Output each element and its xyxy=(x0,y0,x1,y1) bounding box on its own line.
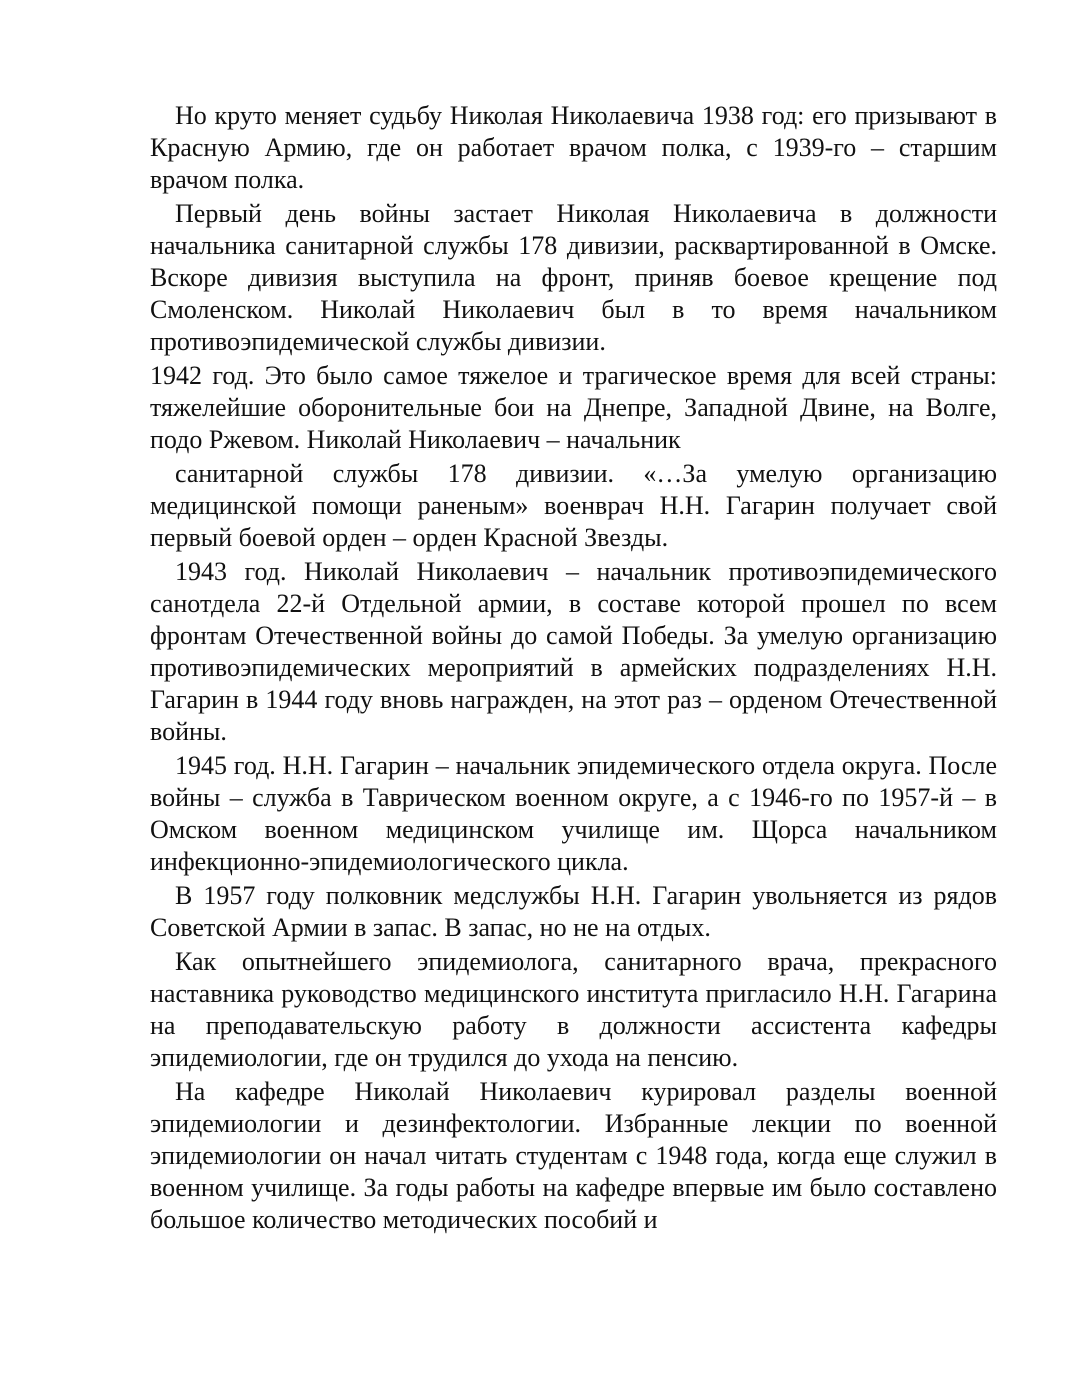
paragraph-1945: 1945 год. Н.Н. Гагарин – начальник эпидемического отдела округа. После войны – служба в Таврическом военном округе, а с 1946-го по 1957-й – в Омском военном медицинском училище им. Щорса начальником инфекционно-эпидемиологического цикла. xyxy=(150,751,997,876)
paragraph-war-first-day: Первый день войны застает Николая Николаевича в должности начальника санитарной службы 178 дивизии, расквартированной в Омске. Вскоре дивизия выступила на фронт, приняв боевое крещение под Смоленском. Николай Николаевич был в то время начальником противоэпидемической службы дивизии. xyxy=(150,199,997,356)
document-page xyxy=(150,100,997,1238)
paragraph-red-star-order: санитарной службы 178 дивизии. «…За умелую организацию медицинской помощи раненым» военврач Н.Н. Гагарин получает свой первый боевой орден – орден Красной Звезды. xyxy=(150,459,997,552)
paragraph-1938-army: Но круто меняет судьбу Николая Николаевича 1938 год: его призывают в Красную Армию, где он работает врачом полка, с 1939-го – старшим врачом полка. xyxy=(150,101,997,194)
paragraph-1943: 1943 год. Николай Николаевич – начальник противоэпидемического санотдела 22-й Отдельной армии, в составе которой прошел по всем фронтам Отечественной войны до самой Победы. За умелую организацию противоэпидемических мероприятий в армейских подразделениях Н.Н. Гагарин в 1944 году вновь награжден, на этот раз – орденом Отечественной войны. xyxy=(150,557,997,746)
paragraph-department-work: На кафедре Николай Николаевич курировал разделы военной эпидемиологии и дезинфектологии. Избранные лекции по военной эпидемиологии он начал читать студентам с 1948 года, когда еще служил в военном училище. За годы работы на кафедре впервые им было составлено большое количество методических пособий и xyxy=(150,1077,997,1234)
paragraph-1942: 1942 год. Это было самое тяжелое и трагическое время для всей страны: тяжелейшие оборонительные бои на Днепре, Западной Двине, на Волге, подо Ржевом. Николай Николаевич – начальник xyxy=(150,361,997,454)
paragraph-institute-invitation: Как опытнейшего эпидемиолога, санитарного врача, прекрасного наставника руководство медицинского института пригласило Н.Н. Гагарина на преподавательскую работу в должности ассистента кафедры эпидемиологии, где он трудился до ухода на пенсию. xyxy=(150,947,997,1072)
paragraph-1957-reserve: В 1957 году полковник медслужбы Н.Н. Гагарин увольняется из рядов Советской Армии в запас. В запас, но не на отдых. xyxy=(150,881,997,942)
